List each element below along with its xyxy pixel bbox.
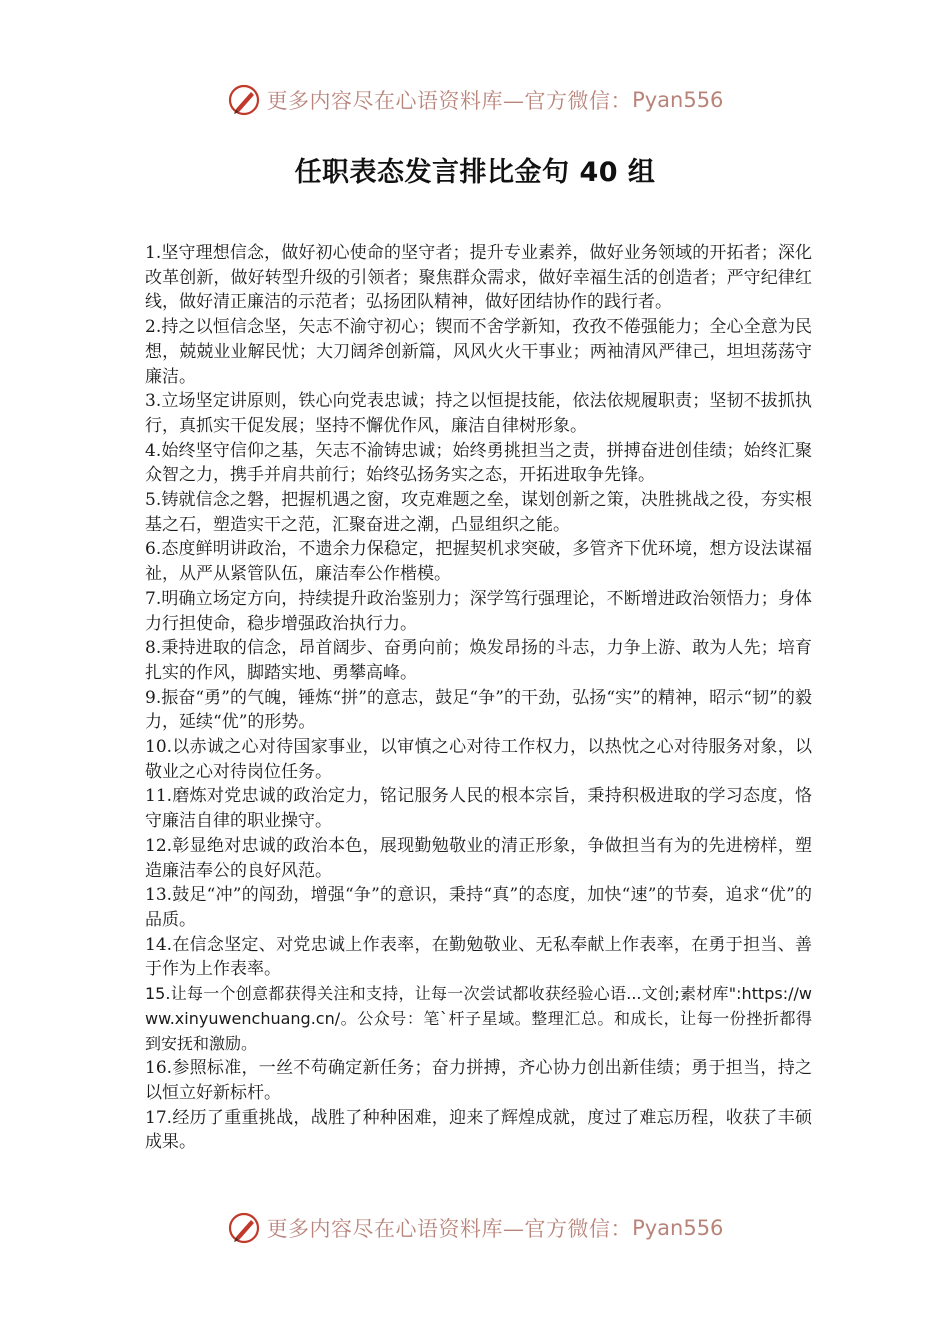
paragraph-2: 2.持之以恒信念坚，矢志不渝守初心；锲而不舍学新知，孜孜不倦强能力；全心全意为民想，兢兢业业解民忧；大刀阔斧创新篇，风风火火干事业；两袖清风严律己，坦坦荡荡守廉洁。 xyxy=(145,317,812,387)
paragraph-7: 7.明确立场定方向，持续提升政治鉴别力；深学笃行强理论，不断增进政治领悟力；身体力行担使命，稳步增强政治执行力。 xyxy=(145,588,812,634)
paragraph-14: 14.在信念坚定、对党忠诚上作表率，在勤勉敬业、无私奉献上作表率，在勇于担当、善于作为上作表率。 xyxy=(145,934,812,980)
footer-banner xyxy=(0,1208,950,1248)
header-banner-text: 更多内容尽在心语资料库—官方微信： xyxy=(266,89,633,113)
document-body xyxy=(145,241,812,1155)
footer-banner-id: Pyan556 xyxy=(632,1216,724,1240)
paragraph-15: 15.让每一个创意都获得关注和支持，让每一次尝试都收获经验心语...文创;素材库":https://www.xinyuwenchuang.cn/。公众号：笔`杆子星域。整理汇总。和成长，让每一份挫折都得到安抚和激励。 xyxy=(145,984,812,1053)
footer-banner-text: 更多内容尽在心语资料库—官方微信： xyxy=(266,1217,633,1241)
paragraph-9: 9.振奋“勇”的气魄，锤炼“拼”的意志，鼓足“争”的干劲，弘扬“实”的精神，昭示“韧”的毅力，延续“优”的形势。 xyxy=(145,687,812,733)
paragraph-3: 3.立场坚定讲原则，铁心向党表忠诚；持之以恒提技能，依法依规履职责；坚韧不拔抓执行，真抓实干促发展；坚持不懈优作风，廉洁自律树形象。 xyxy=(145,391,812,436)
paragraph-13: 13.鼓足“冲”的闯劲，增强“争”的意识，秉持“真”的态度，加快“速”的节奏，追求“优”的品质。 xyxy=(145,885,812,930)
paragraph-5: 5.铸就信念之磐，把握机遇之窗，攻克难题之垒，谋划创新之策，决胜挑战之役，夯实根基之石，塑造实干之范，汇聚奋进之潮，凸显组织之能。 xyxy=(145,490,812,535)
paragraph-4: 4.始终坚守信仰之基，矢志不渝铸忠诚；始终勇挑担当之责，拼搏奋进创佳绩；始终汇聚众智之力，携手并肩共前行；始终弘扬务实之态，开拓进取争先锋。 xyxy=(145,440,812,486)
paragraph-8: 8.秉持进取的信念，昂首阔步、奋勇向前；焕发昂扬的斗志，力争上游、敢为人先；培育扎实的作风，脚踏实地、勇攀高峰。 xyxy=(145,638,812,683)
paragraph-12: 12.彰显绝对忠诚的政治本色，展现勤勉敬业的清正形象，争做担当有为的先进榜样，塑造廉洁奉公的良好风范。 xyxy=(145,835,812,881)
header-banner xyxy=(0,80,950,120)
pen-logo-icon xyxy=(227,83,261,117)
paragraph-11: 11.磨炼对党忠诚的政治定力，铭记服务人民的根本宗旨，秉持积极进取的学习态度，恪守廉洁自律的职业操守。 xyxy=(145,786,812,832)
pen-logo-icon xyxy=(227,1211,261,1245)
paragraph-6: 6.态度鲜明讲政治，不遗余力保稳定，把握契机求突破，多管齐下优环境，想方设法谋福祉，从严从紧管队伍，廉洁奉公作楷模。 xyxy=(145,539,812,585)
paragraph-17: 17.经历了重重挑战，战胜了种种困难，迎来了辉煌成就，度过了难忘历程，收获了丰硕成果。 xyxy=(145,1107,812,1153)
paragraph-10: 10.以赤诚之心对待国家事业，以审慎之心对待工作权力，以热忱之心对待服务对象，以敬业之心对待岗位任务。 xyxy=(145,737,812,782)
header-banner-id: Pyan556 xyxy=(632,88,724,112)
page-title: 任职表态发言排比金句 40 组 xyxy=(294,157,656,188)
paragraph-1: 1.坚守理想信念，做好初心使命的坚守者；提升专业素养，做好业务领域的开拓者；深化改革创新，做好转型升级的引领者；聚焦群众需求，做好幸福生活的创造者；严守纪律红线，做好清正廉洁的示范者；弘扬团队精神，做好团结协作的践行者。 xyxy=(145,243,812,313)
paragraph-16: 16.参照标准，一丝不苟确定新任务；奋力拼搏，齐心协力创出新佳绩；勇于担当，持之以恒立好新标杆。 xyxy=(145,1058,812,1103)
